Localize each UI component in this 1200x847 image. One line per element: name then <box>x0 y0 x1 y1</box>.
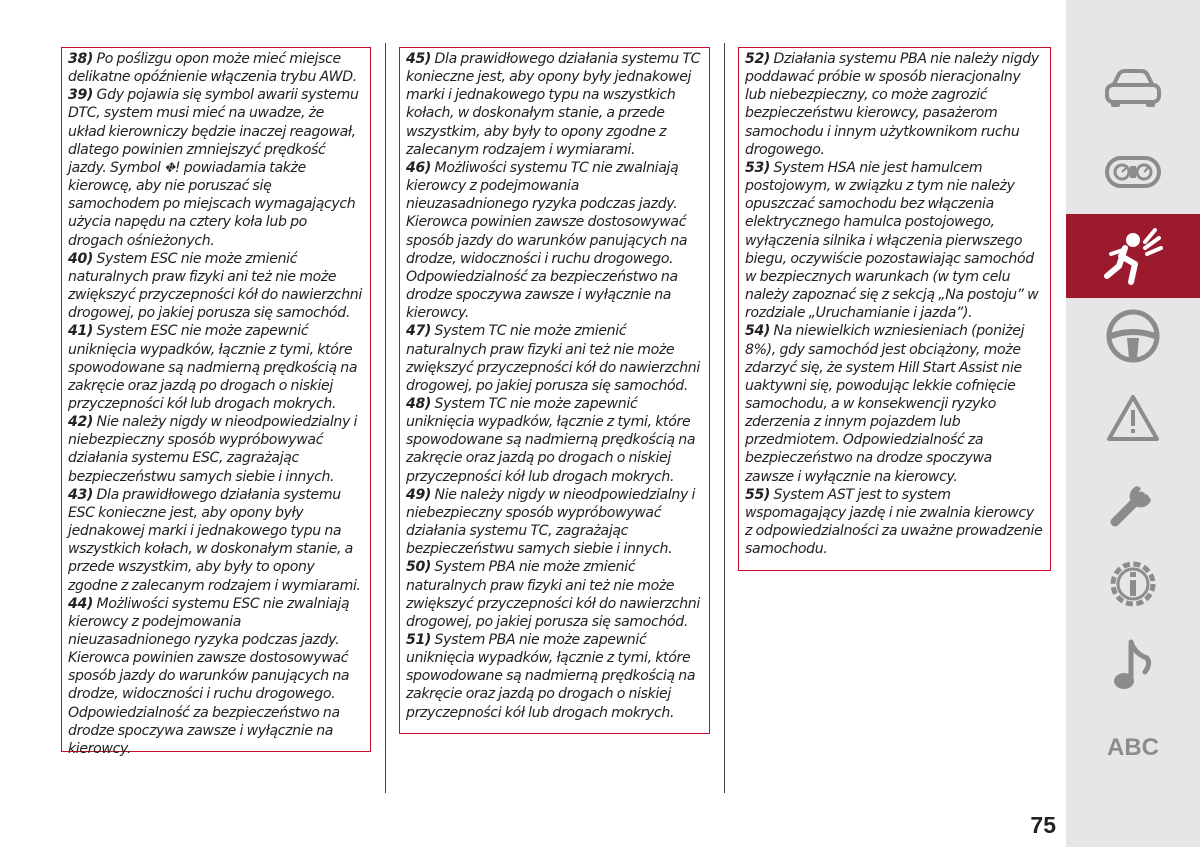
sidebar-tab-warning[interactable] <box>1066 376 1200 460</box>
note-number: 49) <box>406 486 432 503</box>
note-text: Nie należy nigdy w nieodpowiedzialny i niebezpieczny sposób wypróbowywać działania systemu TC, zagrażając bezpieczeństwu samych siebie i innych. <box>406 486 696 558</box>
note-text: System PBA nie może zapewnić uniknięcia wypadków, łącznie z tymi, które spowodowane są nadmierną prędkością na zakręcie oraz jazdą po drogach o niskiej przyczepności kół lub drogach mokrych. <box>406 632 696 721</box>
note-text: Możliwości systemu TC nie zwalniają kierowcy z podejmowania nieuzasadnionego ryzyka podczas jazdy. Kierowca powinien zawsze dostosowywać sposób jazdy do warunków panujących na drodze, widoczności i ruchu drogowego. Odpowiedzialność za bezpieczeństwo na drodze spoczywa zawsze i wyłącznie na kierowcy. <box>406 159 688 322</box>
note-number: 43) <box>68 486 94 503</box>
note-text: System ESC nie może zapewnić uniknięcia wypadków, łącznie z tymi, które spowodowane są nadmierną prędkością na zakręcie oraz jazdą po drogach o niskiej przyczepności kół lub drogach mokrych. <box>68 323 358 412</box>
note-number: 41) <box>68 323 94 340</box>
steering-wheel-icon <box>1105 308 1161 364</box>
note-number: 50) <box>406 559 432 576</box>
page-number: 75 <box>1030 812 1056 838</box>
warning-note <box>406 558 703 631</box>
notes-column-2 <box>399 47 710 734</box>
warning-note <box>406 631 703 722</box>
note-text: Dla prawidłowego działania systemu TC konieczne jest, aby opony były jednakowej marki i jednakowego typu na wszystkich kołach, w doskonałym stanie, a przede wszystkim, aby były to opony zgodne z zalecanym rodzajem i wymiarami. <box>406 51 701 158</box>
warning-triangle-icon <box>1105 393 1161 443</box>
note-text: System TC nie może zmienić naturalnych praw fizyki ani też nie może zwiększyć przyczepności kół do nawierzchni drogowej, po jakiej porusza się samochód. <box>406 323 700 394</box>
airbag-safety-icon <box>1101 226 1165 286</box>
note-number: 40) <box>68 250 94 267</box>
note-text: Możliwości systemu ESC nie zwalniają kierowcy z podejmowania nieuzasadnionego ryzyka podczas jazdy. Kierowca powinien zawsze dostosowywać sposób jazdy do warunków panujących na drodze, widoczności i ruchu drogowego. Odpowiedzialność za bezpieczeństwo na drodze spoczywa zawsze i wyłącznie na kierowcy. <box>68 595 350 757</box>
warning-note <box>68 413 364 486</box>
note-number: 53) <box>745 159 771 176</box>
sidebar-tab-steering[interactable] <box>1066 294 1200 378</box>
note-number: 44) <box>68 595 94 612</box>
notes-column-3 <box>738 47 1051 571</box>
note-text: Nie należy nigdy w nieodpowiedzialny i niebezpieczny sposób wypróbowywać działania systemu ESC, zagrażając bezpieczeństwu samych siebie i innych. <box>68 414 358 485</box>
sidebar-tab-technical-data[interactable] <box>1066 542 1200 626</box>
gear-info-icon <box>1103 554 1163 614</box>
warning-note <box>406 50 703 159</box>
warning-note <box>745 159 1044 322</box>
warning-note <box>406 159 703 322</box>
note-text: Działania systemu PBA nie należy nigdy poddawać próbie w sposób nieracjonalny lub niebezpieczny, co może zagrozić bezpieczeństwu kierowcy, pasażerom samochodu i innym użytkownikom ruchu drogowego. <box>745 51 1039 158</box>
note-text: System HSA nie jest hamulcem postojowym, w związku z tym nie należy opuszczać samochodu bez włączenia elektrycznego hamulca postojowego, wyłączenia silnika i włączenia pierwszego biegu, oczywiście pozostawiając samochód w bezpiecznych warunkach (w tym celu należy zapoznać się z sekcją „Na postoju” w rozdziale „Uruchamianie i jazda”). <box>745 159 1039 322</box>
warning-note <box>68 486 364 595</box>
note-number: 38) <box>68 51 94 67</box>
warning-note <box>406 322 703 395</box>
note-text: Po poślizgu opon może mieć miejsce delikatne opóźnienie włączenia trybu AWD. <box>68 51 357 86</box>
note-number: 54) <box>745 323 771 340</box>
warning-note <box>745 50 1044 159</box>
note-number: 52) <box>745 51 771 67</box>
note-text: System PBA nie może zmienić naturalnych praw fizyki ani też nie może zwiększyć przyczepności kół do nawierzchni drogowej, po jakiej porusza się samochód. <box>406 559 700 630</box>
note-number: 47) <box>406 323 432 340</box>
warning-note <box>68 595 364 758</box>
note-number: 55) <box>745 486 771 503</box>
sidebar-tab-maintenance[interactable] <box>1066 460 1200 544</box>
sidebar-tab-dashboard[interactable] <box>1066 130 1200 214</box>
sidebar-tab-index[interactable]: ABC <box>1107 734 1159 761</box>
warning-note <box>745 322 1044 485</box>
notes-column-1 <box>61 47 371 757</box>
note-text: System AST jest to system wspomagający jazdę i nie zwalnia kierowcy z odpowiedzialności za uważne prowadzenie samochodu. <box>745 486 1043 558</box>
note-text: Dla prawidłowego działania systemu ESC konieczne jest, aby opony były jednakowej marki i jednakowego typu na wszystkich kołach, w doskonałym stanie, a przede wszystkim, aby były to opony zgodne z zalecanym rodzajem i wymiarami. <box>68 486 361 594</box>
sidebar-tab-car[interactable] <box>1066 46 1200 130</box>
note-number: 48) <box>406 395 432 412</box>
chapter-sidebar <box>1066 0 1200 847</box>
note-text: Gdy pojawia się symbol awarii systemu DTC, system musi mieć na uwadze, że układ kierowniczy będzie inaczej reagował, dlatego powinien zmniejszyć prędkość jazdy. Symbol ⛖! powiadamia także kierowcę, aby nie poruszać się samochodem po miejscach wymagających użycia napędu na cztery koła lub po drogach ośnieżonych. <box>68 87 359 249</box>
note-text: System TC nie może zapewnić uniknięcia wypadków, łącznie z tymi, które spowodowane są nadmierną prędkością na zakręcie oraz jazdą po drogach o niskiej przyczepności kół lub drogach mokrych. <box>406 395 696 485</box>
warning-note <box>68 86 364 249</box>
column-divider <box>385 43 386 793</box>
warning-note <box>68 250 364 323</box>
music-note-icon <box>1111 638 1155 694</box>
warning-note <box>68 322 364 413</box>
dashboard-icon <box>1103 152 1163 192</box>
warning-note <box>406 395 703 486</box>
note-text: System ESC nie może zmienić naturalnych praw fizyki ani też nie może zwiększyć przyczepności kół do nawierzchni drogowej, po jakiej porusza się samochód. <box>68 250 362 322</box>
column-divider <box>724 43 725 793</box>
car-icon <box>1103 66 1163 110</box>
wrench-icon <box>1105 474 1161 530</box>
warning-note <box>406 486 703 559</box>
sidebar-tab-multimedia[interactable] <box>1066 624 1200 708</box>
note-number: 42) <box>68 414 94 431</box>
note-number: 46) <box>406 159 432 176</box>
note-text: Na niewielkich wzniesieniach (poniżej 8%), gdy samochód jest obciążony, może zdarzyć się, że system Hill Start Assist nie uaktywni się, powodując lekkie cofnięcie samochodu, a w konsekwencji ryzyko zderzenia z innym pojazdem lub przedmiotem. Odpowiedzialność za bezpieczeństwo na drodze spoczywa zawsze i wyłącznie na kierowcy. <box>745 323 1025 485</box>
sidebar-tab-safety[interactable] <box>1066 214 1200 298</box>
note-number: 45) <box>406 51 432 67</box>
note-number: 51) <box>406 632 432 648</box>
warning-note <box>745 486 1044 559</box>
note-number: 39) <box>68 87 94 104</box>
warning-note <box>68 50 364 86</box>
